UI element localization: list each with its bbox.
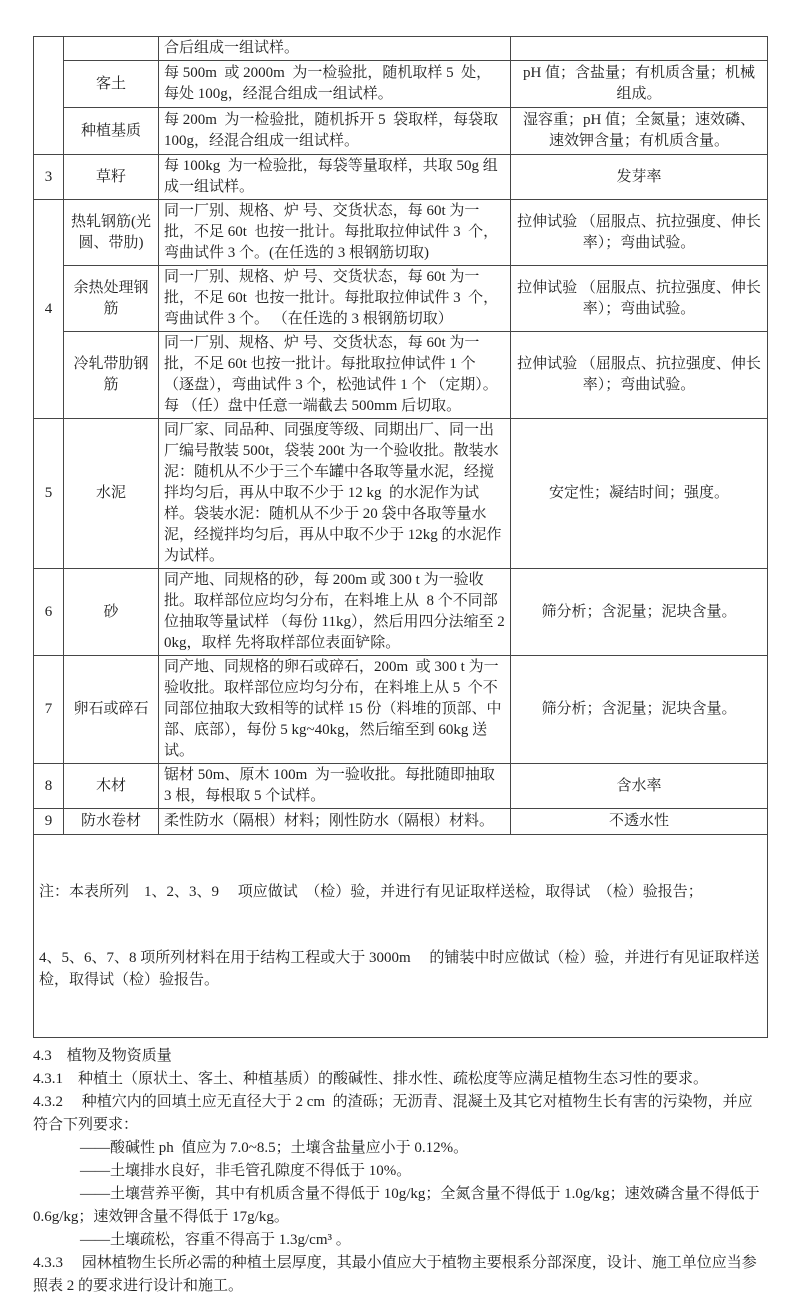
table-row (34, 656, 768, 764)
table-row (34, 108, 768, 155)
paragraph-431: 4.3.1 种植土（原状土、客土、种植基质）的酸碱性、排水性、疏松度等应满足植物生态习性的要求。 (33, 1071, 709, 1087)
material-name-cell: 余热处理钢筋 (64, 266, 159, 332)
row-number-cell: 6 (34, 569, 64, 656)
row-number-cell: 8 (34, 764, 64, 809)
test-items-cell: 拉伸试验 （屈服点、抗拉强度、伸长率）；弯曲试验。 (511, 200, 768, 266)
table-row (34, 61, 768, 108)
table-note-line: 4、5、6、7、8 项所列材料在用于结构工程或大于 3000m 的铺装中时应做试（检）验，并进行有见证取样送检，取得试（检）验报告。 (39, 950, 760, 988)
table-note-line: 注：本表所列 1、2、3、9 项应做试 （检）验，并进行有见证取样送检，取得试 （检）验报告； (39, 884, 703, 900)
table-row (34, 764, 768, 809)
test-items-cell: 不透水性 (511, 809, 768, 835)
row-number-cell: 7 (34, 656, 64, 764)
material-name-cell: 草籽 (64, 155, 159, 200)
material-name-cell: 卵石或碎石 (64, 656, 159, 764)
material-name-cell: 热轧钢筋(光圆、带肋) (64, 200, 159, 266)
material-name-cell: 冷轧带肋钢筋 (64, 332, 159, 419)
table-row (34, 332, 768, 419)
table-row (34, 569, 768, 656)
row-number-cell (34, 37, 64, 155)
material-name-cell: 木材 (64, 764, 159, 809)
test-items-cell: 筛分析；含泥量；泥块含量。 (511, 656, 768, 764)
test-items-cell: 含水率 (511, 764, 768, 809)
sampling-method-cell: 每 100kg 为一检验批，每袋等量取样，共取 50g 组成一组试样。 (159, 155, 511, 200)
table-row (34, 419, 768, 569)
requirement-item-nutrition: ——土壤营养平衡，其中有机质含量不得低于 10g/kg；全氮含量不得低于 1.0g/kg；速效磷含量不得低于 0.6g/kg；速效钾含量不得低于 17g/kg。 (33, 1186, 764, 1225)
row-number-cell: 4 (34, 200, 64, 419)
material-name-cell (64, 37, 159, 61)
sampling-method-cell: 同一厂别、规格、炉 号、交货状态，每 60t 为一批，不足 60t 也按一批计。每批取拉伸试件 1 个 （逐盘），弯曲试件 3 个，松弛试件 1 个 （定期）。每 （任）盘中任意一端截去 500mm 后切取。 (159, 332, 511, 419)
sampling-method-cell: 锯材 50m、原木 100m 为一验收批。每批随即抽取 3 根，每根取 5 个试样。 (159, 764, 511, 809)
table-note-row (34, 835, 768, 1038)
test-items-cell (511, 37, 768, 61)
sampling-method-cell: 同厂家、同品种、同强度等级、同期出厂、同一出厂编号散装 500t，袋装 200t 为一个验收批。散装水泥：随机从不少于三个车罐中各取等量水泥，经搅拌均匀后，再从中取不少于 12 kg 的水泥作为试样。袋装水泥：随机从不少于 20 袋中各取等量水泥，经搅拌均匀后，再从中取不少于 12kg 的水泥作为试样。 (159, 419, 511, 569)
test-items-cell: 发芽率 (511, 155, 768, 200)
row-number-cell: 3 (34, 155, 64, 200)
sampling-method-cell: 每 500m 或 2000m 为一检验批，随机取样 5 处，每处 100g，经混合组成一组试样。 (159, 61, 511, 108)
sampling-method-cell: 每 200m 为一检验批，随机拆开 5 袋取样，每袋取 100g，经混合组成一组试样。 (159, 108, 511, 155)
table-row (34, 266, 768, 332)
requirement-item-drainage: ——土壤排水良好，非毛管孔隙度不得低于 10%。 (80, 1163, 412, 1179)
test-items-cell: 拉伸试验 （屈服点、抗拉强度、伸长率）；弯曲试验。 (511, 332, 768, 419)
material-inspection-table (33, 36, 768, 1038)
table-row (34, 37, 768, 61)
test-items-cell: 筛分析；含泥量；泥块含量。 (511, 569, 768, 656)
table-note (34, 835, 768, 1038)
test-items-cell: 湿容重；pH 值；全氮量；速效磷、速效钾含量；有机质含量。 (511, 108, 768, 155)
material-name-cell: 种植基质 (64, 108, 159, 155)
material-name-cell: 砂 (64, 569, 159, 656)
section-heading-43: 4.3 植物及物资质量 (33, 1048, 172, 1064)
sampling-method-cell: 同一厂别、规格、炉 号、交货状态，每 60t 为一批，不足 60t 也按一批计。每批取拉伸试件 3 个，弯曲试件 3 个。(在任选的 3 根钢筋切取) (159, 200, 511, 266)
page-content (33, 36, 767, 1298)
requirement-item-acidity: ——酸碱性 ph 值应为 7.0~8.5；土壤含盐量应小于 0.12%。 (80, 1140, 469, 1156)
test-items-cell: 拉伸试验 （屈服点、抗拉强度、伸长率）；弯曲试验。 (511, 266, 768, 332)
sampling-method-cell: 合后组成一组试样。 (159, 37, 511, 61)
paragraph-432: 4.3.2 种植穴内的回填土应无直径大于 2 cm 的渣砾；无沥青、混凝土及其它对植物生长有害的污染物，并应符合下列要求： (33, 1094, 753, 1133)
test-items-cell: 安定性；凝结时间；强度。 (511, 419, 768, 569)
sampling-method-cell: 同产地、同规格的砂，每 200m 或 300 t 为一验收批。取样部位应均匀分布，在料堆上从 8 个不同部位抽取等量试样 （每份 11kg），然后用四分法缩至 20kg，取样 先将取样部位表面铲除。 (159, 569, 511, 656)
paragraph-433: 4.3.3 园林植物生长所必需的种植土层厚度，其最小值应大于植物主要根系分部深度，设计、施工单位应当参照表 2 的要求进行设计和施工。 (33, 1255, 757, 1294)
table-row (34, 200, 768, 266)
table-row (34, 155, 768, 200)
row-number-cell: 9 (34, 809, 64, 835)
requirement-item-looseness: ——土壤疏松，容重不得高于 1.3g/cm³ 。 (80, 1232, 351, 1248)
table-row (34, 809, 768, 835)
material-name-cell: 水泥 (64, 419, 159, 569)
test-items-cell: pH 值；含盐量；有机质含量；机械组成。 (511, 61, 768, 108)
sampling-method-cell: 同一厂别、规格、炉 号、交货状态，每 60t 为一批，不足 60t 也按一批计。每批取拉伸试件 3 个，弯曲试件 3 个。 （在任选的 3 根钢筋切取） (159, 266, 511, 332)
material-name-cell: 防水卷材 (64, 809, 159, 835)
sampling-method-cell: 柔性防水（隔根）材料；刚性防水（隔根）材料。 (159, 809, 511, 835)
material-name-cell: 客土 (64, 61, 159, 108)
row-number-cell: 5 (34, 419, 64, 569)
sampling-method-cell: 同产地、同规格的卵石或碎石，200m 或 300 t 为一验收批。取样部位应均匀分布，在料堆上从 5 个不同部位抽取大致相等的试样 15 份（料堆的顶部、中部、底部），每份 5 kg~40kg，然后缩至到 60kg 送试。 (159, 656, 511, 764)
section-43-body (33, 1045, 767, 1298)
